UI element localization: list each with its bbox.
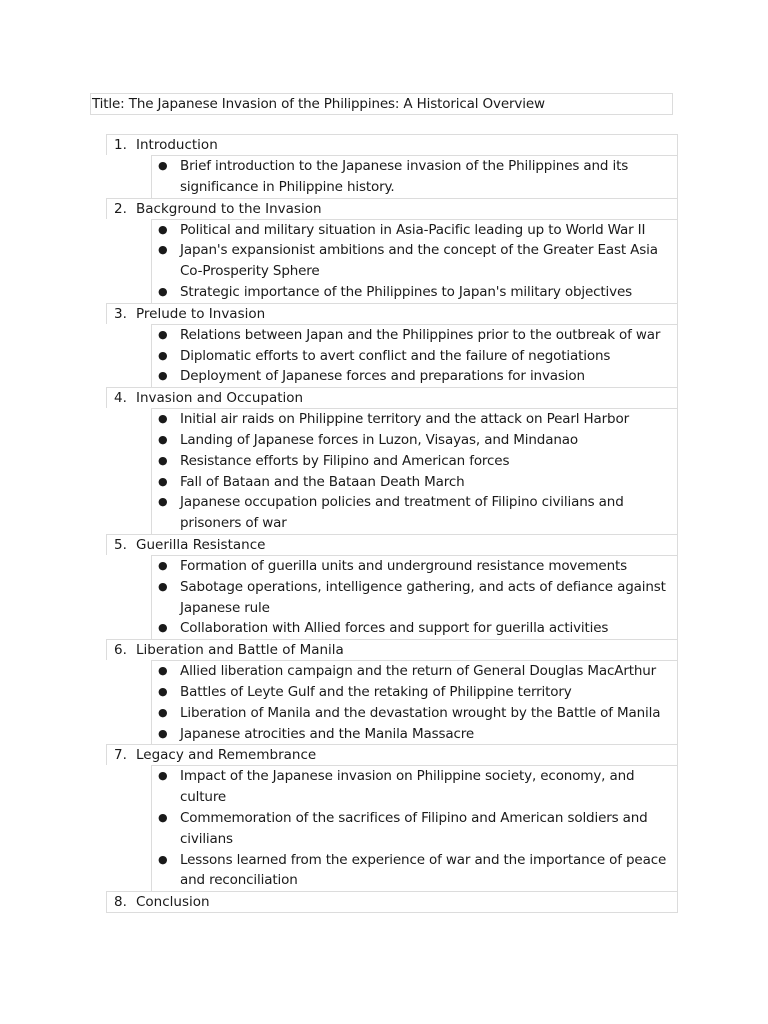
document-title: Title: The Japanese Invasion of the Philippines: A Historical Overview <box>90 93 673 115</box>
bullet-dot-icon: ● <box>158 684 168 698</box>
bullet-list <box>151 555 678 639</box>
bullet-dot-icon: ● <box>158 369 168 383</box>
bullet-dot-icon: ● <box>158 705 168 719</box>
section-number: 4. <box>114 390 127 407</box>
bullet-text: Strategic importance of the Philippines to Japan's military objectives <box>180 283 633 300</box>
section-heading <box>106 891 678 913</box>
bullet-dot-icon: ● <box>158 348 168 362</box>
bullet-item <box>152 325 677 346</box>
section-heading <box>106 639 678 660</box>
bullet-text: Commemoration of the sacrifices of Filipino and American soldiers and civilians <box>180 809 648 847</box>
bullet-item <box>152 366 677 387</box>
section-number: 8. <box>114 894 127 911</box>
section-heading <box>106 134 678 155</box>
section-heading <box>106 387 678 408</box>
bullet-list <box>151 660 678 744</box>
bullet-item <box>152 430 677 451</box>
bullet-item <box>152 661 677 682</box>
bullet-text: Political and military situation in Asia-Pacific leading up to World War II <box>180 221 646 238</box>
bullet-item <box>152 492 677 534</box>
section-title: Legacy and Remembrance <box>136 747 317 764</box>
outline-section <box>106 891 678 913</box>
section-heading <box>106 198 678 219</box>
bullet-item <box>152 618 677 639</box>
section-heading <box>106 303 678 324</box>
bullet-dot-icon: ● <box>158 222 168 236</box>
section-title: Conclusion <box>136 894 210 911</box>
bullet-text: Diplomatic efforts to avert conflict and the failure of negotiations <box>180 347 611 364</box>
bullet-dot-icon: ● <box>158 495 168 509</box>
bullet-item <box>152 220 677 241</box>
section-heading <box>106 534 678 555</box>
bullet-list <box>151 324 678 387</box>
bullet-dot-icon: ● <box>158 621 168 635</box>
bullet-item <box>152 240 677 282</box>
bullet-dot-icon: ● <box>158 412 168 426</box>
bullet-item <box>152 682 677 703</box>
bullet-text: Brief introduction to the Japanese invasion of the Philippines and its significance in Philippine history. <box>180 158 629 195</box>
bullet-list <box>151 408 678 534</box>
bullet-text: Resistance efforts by Filipino and American forces <box>180 452 510 469</box>
bullet-dot-icon: ● <box>158 810 168 824</box>
outline-section <box>106 744 678 891</box>
outline-section <box>106 198 678 303</box>
bullet-dot-icon: ● <box>158 453 168 467</box>
bullet-dot-icon: ● <box>158 159 168 172</box>
bullet-text: Deployment of Japanese forces and preparations for invasion <box>180 368 585 385</box>
section-title: Invasion and Occupation <box>136 390 304 407</box>
bullet-text: Liberation of Manila and the devastation wrought by the Battle of Manila <box>180 704 661 721</box>
bullet-item <box>152 850 677 892</box>
bullet-text: Fall of Bataan and the Bataan Death March <box>180 473 465 490</box>
bullet-dot-icon: ● <box>158 664 168 678</box>
bullet-item <box>152 156 677 198</box>
bullet-dot-icon: ● <box>158 726 168 740</box>
bullet-text: Allied liberation campaign and the return of General Douglas MacArthur <box>180 663 657 680</box>
bullet-text: Japan's expansionist ambitions and the concept of the Greater East Asia Co-Prosperity Sphere <box>180 242 658 280</box>
bullet-text: Landing of Japanese forces in Luzon, Visayas, and Mindanao <box>180 431 578 448</box>
bullet-text: Japanese atrocities and the Manila Massacre <box>180 725 474 742</box>
bullet-list <box>151 155 678 198</box>
bullet-item <box>152 472 677 493</box>
bullet-dot-icon: ● <box>158 474 168 488</box>
bullet-dot-icon: ● <box>158 579 168 593</box>
section-number: 5. <box>114 536 127 553</box>
bullet-item <box>152 409 677 430</box>
bullet-item <box>152 282 677 303</box>
outline-section <box>106 534 678 639</box>
section-number: 6. <box>114 642 127 659</box>
bullet-dot-icon: ● <box>158 852 168 866</box>
bullet-list <box>151 765 678 891</box>
bullet-text: Formation of guerilla units and underground resistance movements <box>180 557 628 574</box>
bullet-item <box>152 703 677 724</box>
bullet-item <box>152 724 677 745</box>
bullet-item <box>152 577 677 619</box>
bullet-item <box>152 766 677 808</box>
bullet-text: Sabotage operations, intelligence gathering, and acts of defiance against Japanese rule <box>180 578 666 616</box>
bullet-text: Battles of Leyte Gulf and the retaking of Philippine territory <box>180 683 572 700</box>
section-title: Background to the Invasion <box>136 200 322 217</box>
bullet-item <box>152 556 677 577</box>
bullet-text: Relations between Japan and the Philippines prior to the outbreak of war <box>180 326 661 343</box>
bullet-item <box>152 451 677 472</box>
section-number: 7. <box>114 747 127 764</box>
section-number: 1. <box>114 137 127 153</box>
bullet-dot-icon: ● <box>158 284 168 298</box>
bullet-dot-icon: ● <box>158 432 168 446</box>
bullet-item <box>152 346 677 367</box>
section-number: 3. <box>114 305 127 322</box>
section-title: Liberation and Battle of Manila <box>136 642 344 659</box>
section-title: Guerilla Resistance <box>136 536 266 553</box>
bullet-dot-icon: ● <box>158 327 168 341</box>
section-title: Prelude to Invasion <box>136 305 266 322</box>
bullet-text: Impact of the Japanese invasion on Philippine society, economy, and culture <box>180 768 635 806</box>
outline-section <box>106 303 678 387</box>
outline-section <box>106 639 678 744</box>
outline-section <box>106 134 678 198</box>
bullet-dot-icon: ● <box>158 769 168 783</box>
bullet-list <box>151 219 678 303</box>
bullet-text: Collaboration with Allied forces and support for guerilla activities <box>180 620 609 637</box>
outline-list <box>106 134 678 913</box>
section-number: 2. <box>114 200 127 217</box>
bullet-dot-icon: ● <box>158 558 168 572</box>
bullet-text: Japanese occupation policies and treatment of Filipino civilians and prisoners of war <box>180 494 624 532</box>
bullet-dot-icon: ● <box>158 243 168 257</box>
section-heading <box>106 744 678 765</box>
bullet-item <box>152 808 677 850</box>
section-title: Introduction <box>136 137 218 153</box>
outline-section <box>106 387 678 534</box>
bullet-text: Initial air raids on Philippine territory and the attack on Pearl Harbor <box>180 411 629 428</box>
bullet-text: Lessons learned from the experience of war and the importance of peace and reconciliation <box>180 851 667 889</box>
